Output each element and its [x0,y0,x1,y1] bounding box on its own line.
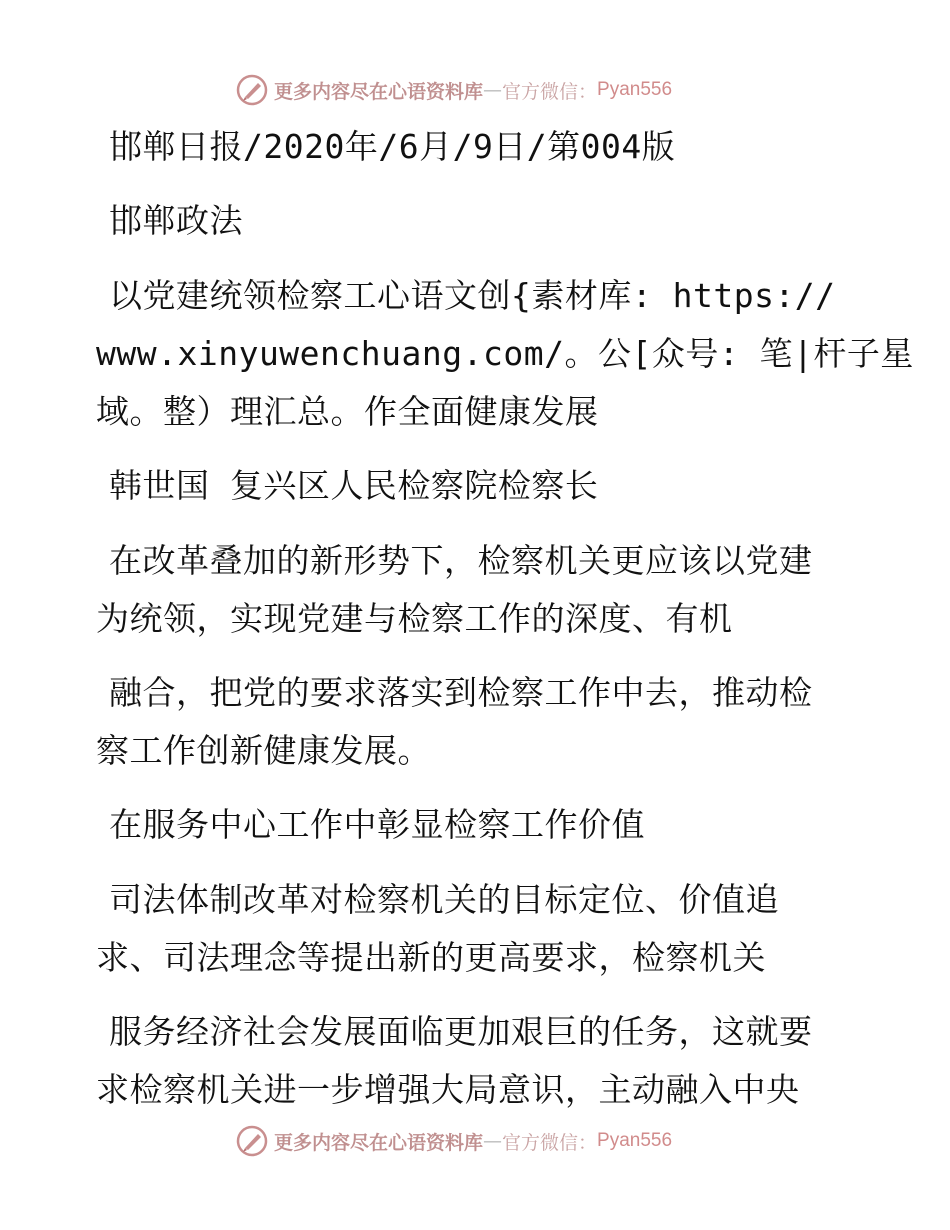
watermark-handle: Pyan556 [597,79,673,100]
paragraph-line: 服务经济社会发展面临更加艰巨的任务，这就要 [109,1012,813,1051]
watermark-footer [236,1124,672,1158]
paragraph-line: 在改革叠加的新形势下，检察机关更应该以党建 [109,541,813,580]
author-line: 韩世国 复兴区人民检察院检察长 [109,466,599,505]
watermark-handle: Pyan556 [597,1130,673,1151]
watermark-header [236,73,672,107]
subheading: 在服务中心工作中彰显检察工作价值 [109,805,645,844]
watermark-main-text: 更多内容尽在心语资料库 [274,80,484,103]
watermark-main-text: 更多内容尽在心语资料库 [274,1131,484,1154]
watermark-dash: — [483,79,503,101]
dateline: 邯郸日报/2020年/6月/9日/第004版 [109,127,676,166]
paragraph-line: 察工作创新健康发展。 [96,731,431,770]
paragraph-line: 司法体制改革对检察机关的目标定位、价值追 [109,880,779,919]
article-title-line-3: 域。整）理汇总。作全面健康发展 [96,392,599,431]
article-title-line-1: 以党建统领检察工心语文创{素材库: https:// [109,276,836,315]
paragraph-line: 为统领，实现党建与检察工作的深度、有机 [96,599,733,638]
pen-logo-icon [236,74,268,106]
section-label: 邯郸政法 [109,201,243,240]
paragraph-line: 融合，把党的要求落实到检察工作中去，推动检 [109,673,813,712]
watermark-dash: — [483,1130,503,1152]
article-title-line-2: www.xinyuwenchuang.com/。公[众号: 笔|杆子星 [96,334,914,373]
pen-logo-icon [236,1125,268,1157]
paragraph-line: 求检察机关进一步增强大局意识，主动融入中央 [96,1070,800,1109]
watermark-suffix: 官方微信： [502,80,598,103]
paragraph-line: 求、司法理念等提出新的更高要求，检察机关 [96,938,766,977]
watermark-suffix: 官方微信： [502,1131,598,1154]
